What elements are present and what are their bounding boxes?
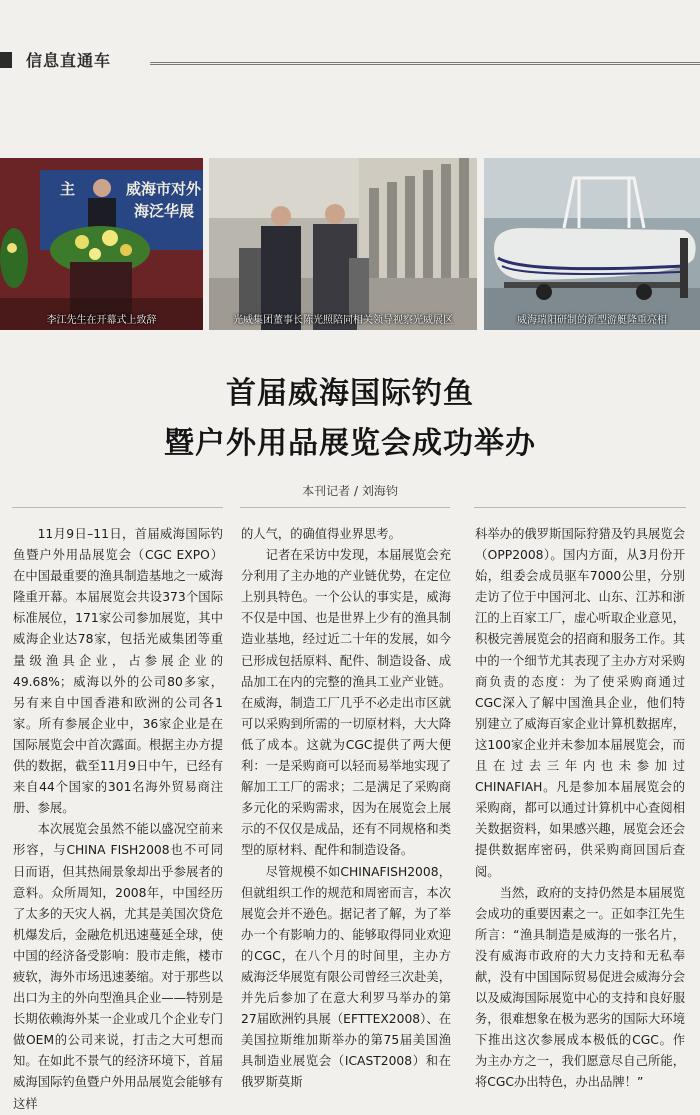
- paragraph: 记者在采访中发现，本届展览会充分利用了主办地的产业链优势，在定位上别具特色。一个公认的事实是，威海不仅是中国、也是世界上少有的渔具制造业基地，经过近二十年的发展，如今已形成包括原料、配件、制造设备、成品加工在内的完整的渔具工业产业链。在威海，制造工厂几乎不必走出市区就可以采购到所需的一切原材料，大大降低了成本。这就为CGC提供了两大便利：一是采购商可以轻而易举地实现了解加工工厂的需求；二是满足了采购商多元化的采购需求，因为在展览会上展示的不仅仅是成品，还有不同规格和类型的原材料、配件和制造设备。: [241, 548, 451, 858]
- banner-text-2: 威海市对外: [126, 180, 202, 198]
- article-byline: 本刊记者 / 刘海钧: [302, 484, 398, 498]
- photo-opening-speech: [0, 158, 203, 330]
- photo-caption: 李江先生在开幕式上致辞: [46, 315, 157, 326]
- article-column-3: [475, 524, 685, 1090]
- photo-yacht-image: [484, 158, 700, 330]
- paragraph: 的人气，的确值得业界思考。: [241, 527, 401, 541]
- section-title: 信息直通车: [26, 51, 112, 70]
- photo-caption: 威海瑞阳研制的新型游艇隆重亮相: [517, 315, 667, 326]
- section-rule: [150, 62, 700, 65]
- article-column-1: [13, 524, 223, 1111]
- article-title-line-1: 首届威海国际钓鱼: [226, 376, 474, 411]
- photo-caption: 光威集团董事长陈光照陪同相关领导视察光威展区: [233, 315, 453, 326]
- column-divider-1: [12, 507, 223, 508]
- section-header: [0, 48, 700, 74]
- paragraph: 科举办的俄罗斯国际狩猎及钓具展览会（OPP2008）。国内方面，从3月份开始，组委会成员驱车7000公里，分别走访了位于中国河北、山东、江苏和浙江的上百家工厂，虚心听取企业意见，积极完善展览会的招商和服务工作。其中的一个细节尤其表现了主办方对采购商负责的态度：为了使采购商通过CGC深入了解中国渔具企业，他们特别建立了威海百家企业计算机数据库，这100家企业并未参加本届展览会，而且在过去三年内也未参加过CHINAFIAH。凡是参加本届展览会的采购商，都可以通过计算机中心查阅相关数据资料，如果感兴趣，展览会还会提供数据库密码，供采购商回国后查阅。: [475, 527, 685, 879]
- article-title-line-2: 暨户外用品展览会成功举办: [164, 426, 536, 461]
- column-divider-2: [240, 507, 450, 508]
- paragraph: 当然，政府的支持仍然是本届展览会成功的重要因素之一。正如李江先生所言：“渔具制造是威海的一张名片，没有威海市政府的大力支持和无私奉献，没有中国国际贸易促进会威海分会以及威海国际展览中心的支持和良好服务，很难想象在极为恶劣的国际大环境下推出这次参展成本极低的CGC。作为主办方之一，我们愿意尽自己所能，将CGC办出特色，办出品牌！”: [475, 885, 685, 1090]
- paragraph: 11月9日–11日，首届威海国际钓鱼暨户外用品展览会（CGC EXPO）在中国最重要的渔具制造基地之一威海隆重开幕。本届展览会共设373个国际标准展位，171家公司参加展览，其中威海企业达78家，包括光威集团等重量级渔具企业，占参展企业的49.68%；威海以外的公司80多家，另有来自中国香港和欧洲的公司各1家。所有参展企业中，36家企业是在国际展览会中首次露面。根据主办方提供的数据，截至11月9日中午，已经有来自44个国家的301名海外贸易商注册、参展。: [13, 527, 223, 816]
- photo-yacht: [484, 158, 700, 330]
- column-divider-3: [474, 507, 686, 508]
- paragraph: 尽管规模不如CHINAFISH2008，但就组织工作的规范和周密而言，本次展览会并不逊色。据记者了解，为了举办一个有影响力的、能够取得同业欢迎的CGC，在八个月的时间里，主办方威海泛华展览有限公司曾经三次赴美，并先后参加了在意大利罗马举办的第27届欧洲钓具展（EFTTEX2008）、在美国拉斯维加斯举办的第75届美国渔具制造业展览会（ICAST2008）和在俄罗斯莫斯: [241, 864, 451, 1090]
- paragraph: 本次展览会虽然不能以盛况空前来形容，与CHINA FISH2008也不可同日而语，但其热闹景象却出乎参展者的意料。众所周知，2008年，中国经历了太多的天灾人祸，尤其是美国次贷危机爆发后，金融危机迅速蔓延全球，使中国的经济备受影响：股市走熊，楼市疲软，海外市场迅速萎缩。对于那些以出口为主的外向型渔具企业——特别是长期依赖海外某一企业或几个企业专门做OEM的公司来说，打击之大可想而知。在如此不景气的经济环境下，首届威海国际钓鱼暨户外用品展览会能够有这样: [13, 822, 223, 1111]
- photo-booth-visit: [209, 158, 477, 330]
- banner-text-3: 海泛华展: [134, 202, 195, 220]
- photo-booth-visit-image: [209, 158, 477, 330]
- banner-text-1: 主: [60, 180, 76, 198]
- article-column-2: [241, 524, 451, 1090]
